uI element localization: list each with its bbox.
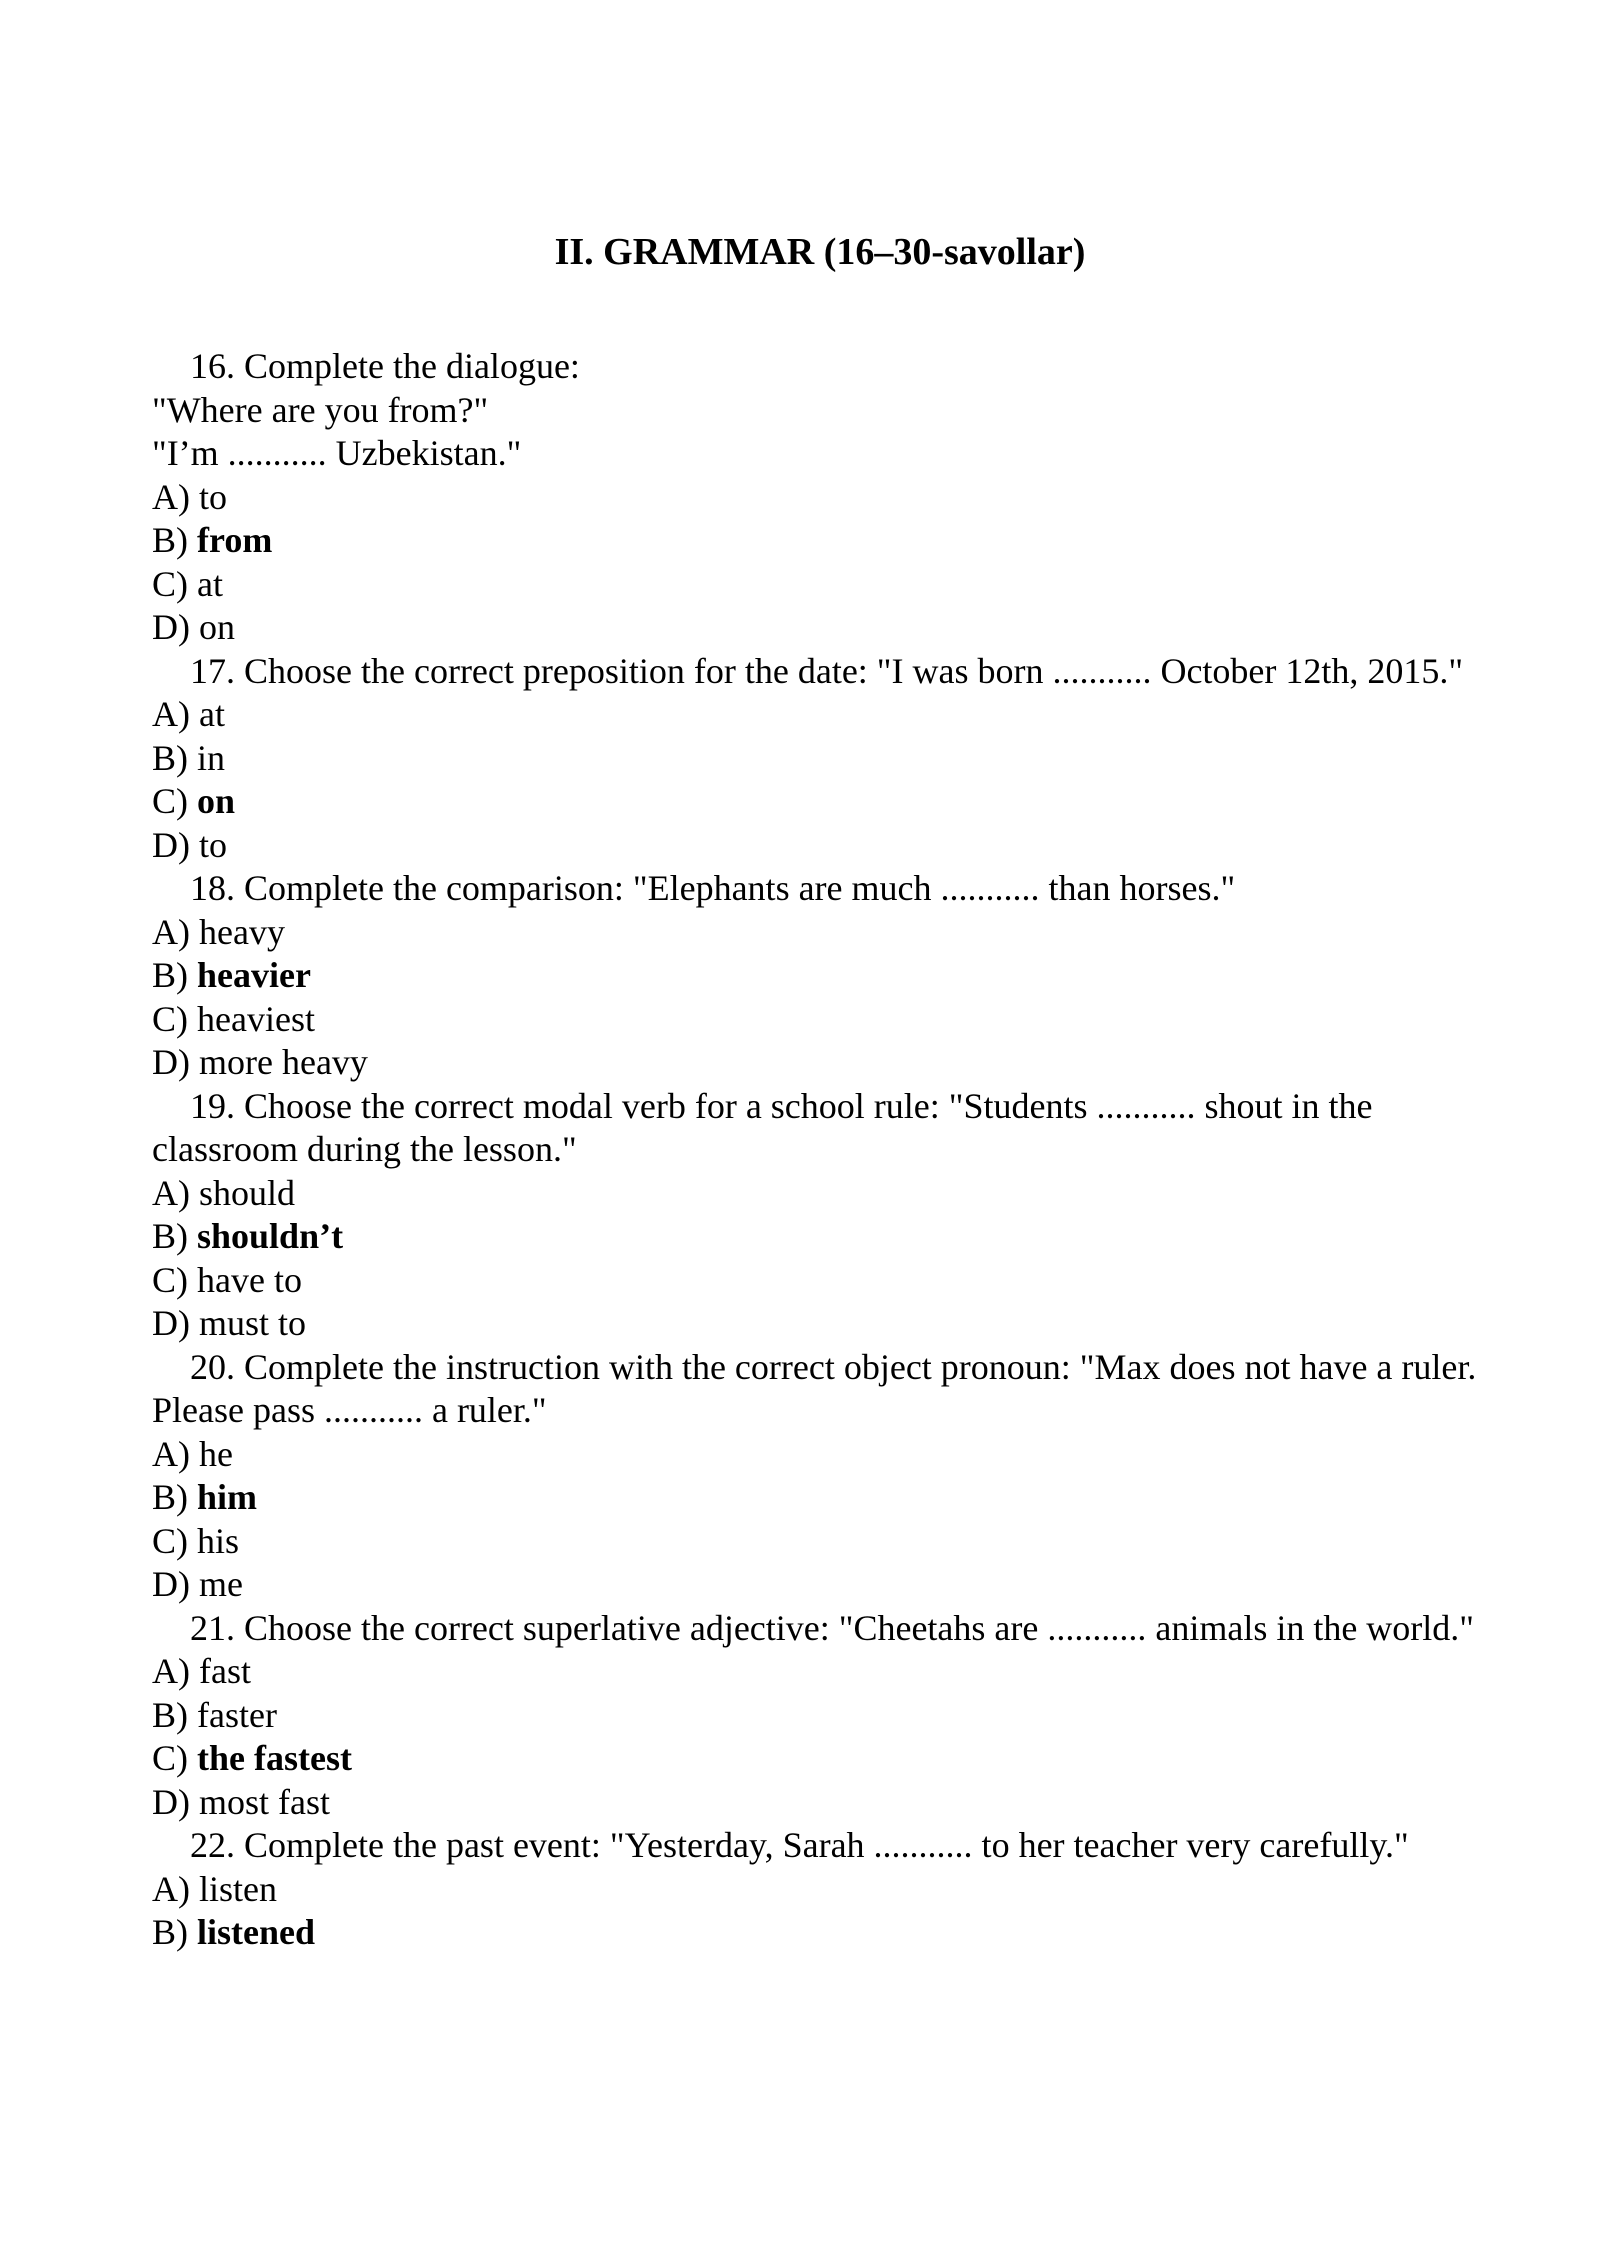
question-17 — [152, 650, 1482, 868]
option-d — [152, 1041, 1482, 1085]
option-letter: B) — [152, 1912, 188, 1952]
question-text: 21. Choose the correct superlative adjective: "Cheetahs are ........... animals in the world." — [190, 1607, 1474, 1648]
option-letter: C) — [152, 998, 188, 1039]
option-text: have to — [197, 1259, 302, 1300]
question-21 — [152, 1607, 1482, 1825]
option-letter: C) — [152, 563, 188, 604]
option-a — [152, 476, 1482, 520]
option-letter: A) — [152, 1172, 190, 1213]
option-text-correct: from — [197, 520, 273, 560]
option-letter: C) — [152, 1259, 188, 1300]
option-a — [152, 1433, 1482, 1477]
option-a — [152, 693, 1482, 737]
option-letter: B) — [152, 520, 188, 560]
option-b — [152, 1215, 1482, 1259]
option-b — [152, 1911, 1482, 1955]
option-text: at — [199, 694, 225, 734]
option-letter: A) — [152, 1868, 190, 1909]
option-text: fast — [199, 1651, 251, 1691]
option-letter: B) — [152, 1216, 188, 1256]
question-text: 19. Choose the correct modal verb for a school rule: "Students ........... shout in the classroom during the lesson." — [152, 1085, 1373, 1169]
question-text: 17. Choose the correct preposition for the date: "I was born ........... October 12th, 2015." — [190, 650, 1464, 691]
option-letter: D) — [152, 1781, 190, 1822]
option-text-correct: shouldn’t — [197, 1216, 344, 1256]
option-b — [152, 737, 1482, 781]
option-text: faster — [197, 1694, 277, 1735]
option-text: his — [197, 1520, 240, 1561]
option-letter: A) — [152, 1433, 190, 1474]
option-b — [152, 519, 1482, 563]
option-d — [152, 1563, 1482, 1607]
question-19 — [152, 1085, 1482, 1346]
option-text: heaviest — [197, 998, 315, 1039]
option-text-correct: on — [197, 781, 236, 821]
option-text: most fast — [199, 1781, 330, 1822]
question-20 — [152, 1346, 1482, 1607]
option-letter: D) — [152, 1564, 190, 1604]
option-a — [152, 1172, 1482, 1216]
option-letter: D) — [152, 1303, 190, 1343]
question-text: 18. Complete the comparison: "Elephants are much ........... than horses." — [190, 868, 1236, 908]
option-a — [152, 911, 1482, 955]
option-b — [152, 954, 1482, 998]
option-letter: C) — [152, 781, 188, 821]
option-text: must to — [199, 1303, 307, 1343]
questions-list — [152, 345, 1482, 1955]
option-c — [152, 1737, 1482, 1781]
option-text: at — [197, 563, 223, 604]
option-letter: D) — [152, 1042, 190, 1082]
option-letter: C) — [152, 1738, 188, 1778]
option-text: more heavy — [199, 1042, 368, 1082]
dialogue-line: "Where are you from?" — [152, 389, 489, 430]
option-letter: B) — [152, 955, 188, 995]
option-letter: B) — [152, 1694, 188, 1735]
question-text: 20. Complete the instruction with the correct object pronoun: "Max does not have a ruler. Please pass ........... a ruler." — [152, 1346, 1477, 1430]
option-text-correct: listened — [197, 1912, 316, 1952]
option-letter: A) — [152, 476, 190, 517]
question-text: 22. Complete the past event: "Yesterday, Sarah ........... to her teacher very carefully." — [190, 1825, 1409, 1865]
option-text: listen — [199, 1868, 277, 1909]
option-a — [152, 1868, 1482, 1912]
question-18 — [152, 867, 1482, 1085]
option-letter: B) — [152, 1477, 188, 1517]
option-letter: C) — [152, 1520, 188, 1561]
option-c — [152, 1520, 1482, 1564]
option-c — [152, 1259, 1482, 1303]
option-letter: D) — [152, 607, 190, 647]
option-b — [152, 1476, 1482, 1520]
option-text: to — [199, 476, 228, 517]
option-d — [152, 606, 1482, 650]
question-16 — [152, 345, 1482, 650]
question-22 — [152, 1824, 1482, 1955]
option-text: me — [199, 1564, 243, 1604]
option-b — [152, 1694, 1482, 1738]
option-d — [152, 1781, 1482, 1825]
option-text: he — [199, 1433, 233, 1474]
option-text: should — [199, 1172, 296, 1213]
dialogue-line: "I’m ........... Uzbekistan." — [152, 433, 522, 473]
option-text: in — [197, 737, 226, 778]
option-text: to — [199, 824, 228, 865]
option-letter: A) — [152, 911, 190, 952]
section-title: II. GRAMMAR (16–30-savollar) — [554, 231, 1086, 273]
option-text-correct: him — [197, 1477, 258, 1517]
question-text: 16. Complete the dialogue: — [190, 346, 580, 386]
option-a — [152, 1650, 1482, 1694]
option-text: heavy — [199, 911, 285, 952]
option-letter: A) — [152, 1651, 190, 1691]
option-c — [152, 780, 1482, 824]
option-c — [152, 998, 1482, 1042]
option-text-correct: the fastest — [197, 1738, 352, 1778]
option-c — [152, 563, 1482, 607]
option-d — [152, 1302, 1482, 1346]
option-d — [152, 824, 1482, 868]
option-letter: D) — [152, 824, 190, 865]
option-text-correct: heavier — [197, 955, 311, 995]
option-letter: B) — [152, 737, 188, 778]
option-text: on — [199, 607, 235, 647]
option-letter: A) — [152, 694, 190, 734]
